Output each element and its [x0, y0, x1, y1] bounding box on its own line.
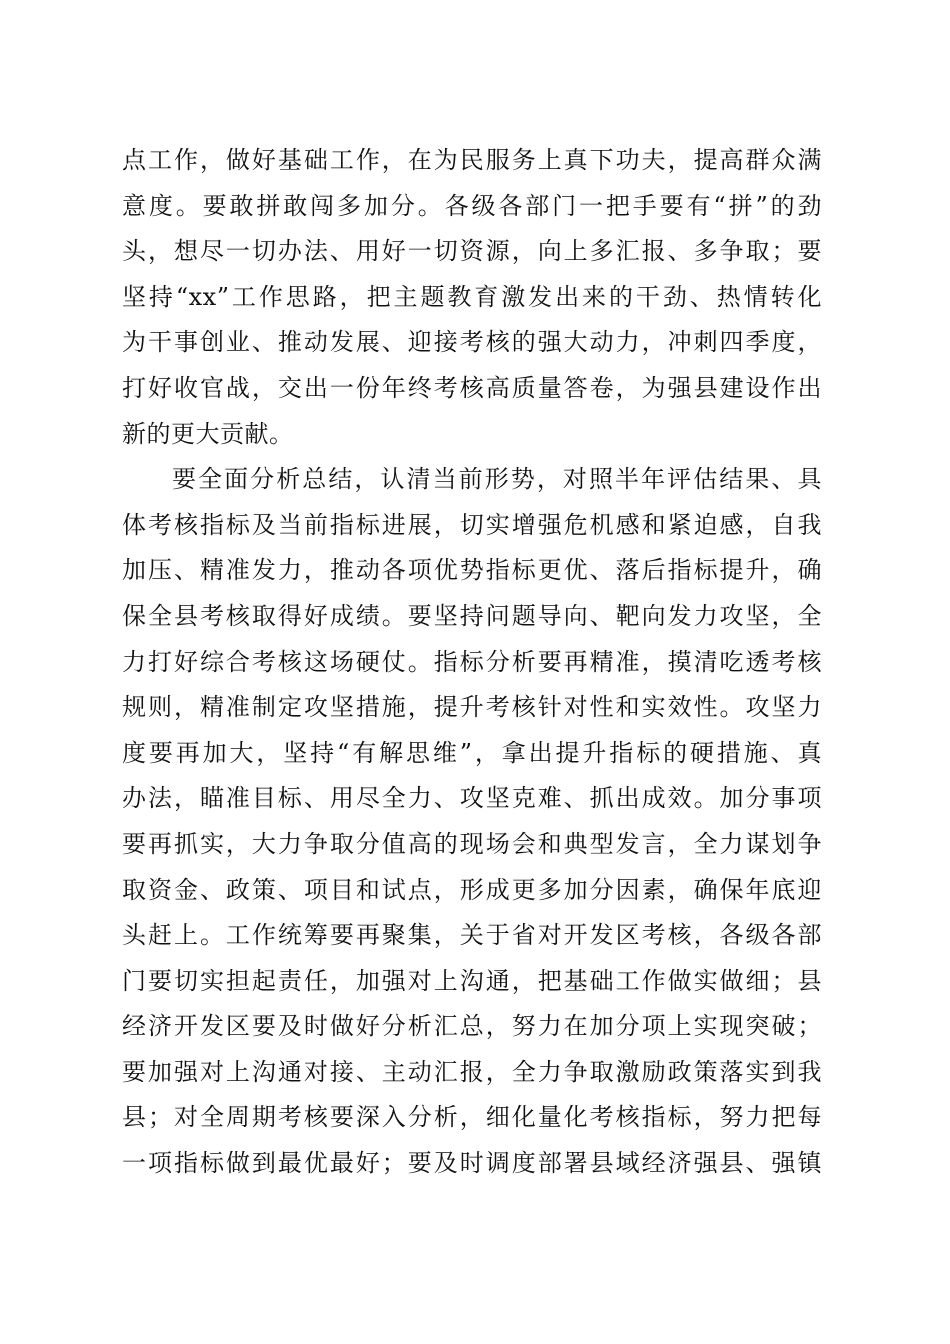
text-line: 点工作，做好基础工作，在为民服务上真下功夫，提高群众满 — [122, 146, 822, 174]
paragraph-1 — [122, 138, 822, 457]
paragraph-2 — [122, 457, 822, 1187]
text-line: 要再抓实，大力争取分值高的现场会和典型发言，全力谋划争 — [122, 829, 822, 858]
text-line: 头，想尽一切办法、用好一切资源，向上多汇报、多争取；要 — [122, 237, 822, 266]
text-line: 体考核指标及当前指标进展，切实增强危机感和紧迫感，自我 — [122, 510, 822, 539]
text-line: 门要切实担起责任，加强对上沟通，把基础工作做实做细；县 — [122, 966, 822, 995]
document-body — [122, 138, 822, 1187]
text-line: 办法，瞄准目标、用尽全力、攻坚克难、抓出成效。加分事项 — [122, 784, 822, 813]
text-line: 取资金、政策、项目和试点，形成更多加分因素，确保年底迎 — [122, 875, 822, 904]
text-line: 加压、精准发力，推动各项优势指标更优、落后指标提升，确 — [122, 556, 822, 585]
text-line: 头赶上。工作统筹要再聚集，关于省对开发区考核，各级各部 — [122, 921, 822, 950]
text-line: 要加强对上沟通对接、主动汇报，全力争取激励政策落实到我 — [122, 1057, 822, 1086]
text-line: 一项指标做到最优最好；要及时调度部署县域经济强县、强镇 — [122, 1149, 822, 1178]
text-line: 意度。要敢拼敢闯多加分。各级各部门一把手要有“拼”的劲 — [122, 191, 822, 220]
text-line: 坚持“xx”工作思路，把主题教育激发出来的干劲、热情转化 — [122, 282, 822, 311]
text-line: 规则，精准制定攻坚措施，提升考核针对性和实效性。攻坚力 — [122, 693, 822, 722]
text-line: 保全县考核取得好成绩。要坚持问题导向、靶向发力攻坚，全 — [122, 601, 822, 630]
text-line: 新的更大贡献。 — [122, 419, 294, 448]
text-line: 度要再加大，坚持“有解思维”，拿出提升指标的硬措施、真 — [122, 738, 822, 767]
text-line: 要全面分析总结，认清当前形势，对照半年评估结果、具 — [172, 465, 822, 494]
text-line: 打好收官战，交出一份年终考核高质量答卷，为强县建设作出 — [122, 373, 822, 402]
text-line: 县；对全周期考核要深入分析，细化量化考核指标，努力把每 — [122, 1103, 822, 1132]
text-line: 为干事创业、推动发展、迎接考核的强大动力，冲刺四季度， — [122, 328, 822, 357]
text-line: 经济开发区要及时做好分析汇总，努力在加分项上实现突破； — [122, 1012, 822, 1041]
text-line: 力打好综合考核这场硬仗。指标分析要再精准，摸清吃透考核 — [122, 647, 822, 676]
